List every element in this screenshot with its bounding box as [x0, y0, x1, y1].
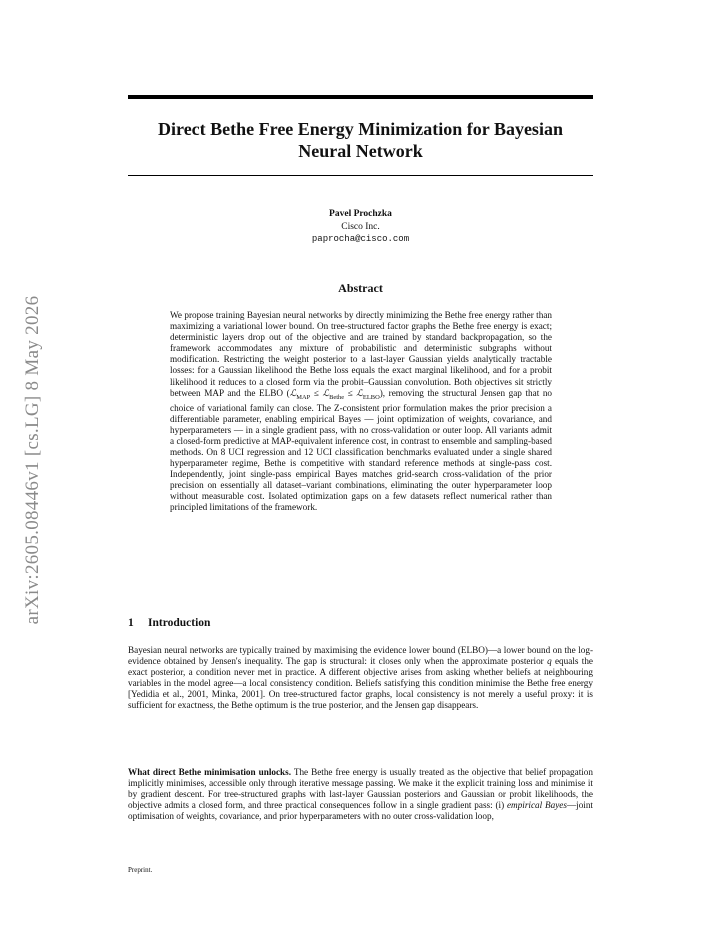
abstract-text-part-2: ), removing the structural Jensen gap that no choice of variational family can close. The Z-consistent prior formulation makes the prior precision a differentiable parameter, enabling empirical Bayes — joint optimization of weights, covariance, and hyperparameters — in a single gradient pass, with no cross-validation or outer loop. All variants admit a closed-form predictive at MAP-equivalent inference cost, in contrast to ensemble and sampling-based methods. On 8 UCI regression and 12 UCI classification benchmarks evaluated under a single shared hyperparameter regime, Bethe is competitive with standard reference methods at single-pass cost. Independently, joint single-pass empirical Bayes matches grid-search cross-validation of the prior precision on essentially all dataset–variant combinations, eliminating the outer hyperparameter loop without measurable cost. Isolated optimization gaps on a few datasets reflect numerical rather than principled limitations of the framework.	[170, 387, 553, 513]
math-leq-1: ≤	[310, 387, 323, 398]
title-line-1: Direct Bethe Free Energy Minimization for Bayesian	[158, 119, 563, 139]
section-number: 1	[128, 617, 134, 629]
intro-p1-text-a: Bayesian neural networks are typically trained by maximising the evidence lower bound (ELBO)—a lower bound on the log-evidence obtained by Jensen's inequality. The gap is structural: it closes only when the approximate posterior	[128, 645, 593, 667]
math-sub-bethe: Bethe	[329, 393, 345, 401]
math-sub-map: MAP	[296, 393, 311, 401]
author-email: paprocha@cisco.com	[311, 234, 410, 244]
paper-title	[128, 118, 593, 162]
author-name: Pavel Prochzka	[329, 209, 392, 219]
intro-p2-emphasis: empirical Bayes	[506, 800, 567, 811]
title-bottom-rule	[128, 175, 593, 176]
arxiv-identifier: arXiv:2605.08446v1 [cs.LG] 8 May 2026	[22, 295, 43, 625]
section-heading-introduction	[128, 617, 210, 629]
author-affiliation: Cisco Inc.	[341, 221, 380, 232]
intro-p2-runin-heading: What direct Bethe minimisation unlocks.	[128, 767, 292, 777]
section-title: Introduction	[148, 617, 211, 629]
title-top-rule	[128, 95, 593, 99]
intro-p1-math-q: q	[547, 656, 552, 667]
intro-paragraph-1	[128, 645, 593, 712]
abstract-heading: Abstract	[338, 281, 383, 295]
intro-p2-text-a: The Bethe free energy is usually treated as the objective that belief propagation implicitly minimises, accessible only through iterative message passing. We make it the explicit training loss and minimise it by gradient descent. For tree-structured graphs with last-layer Gaussian posteriors and Gaussian or probit likelihoods, the objective admits a closed form, and three practical consequences follow in a single gradient pass: (i)	[128, 767, 593, 811]
math-sub-elbo: ELBO	[362, 393, 380, 401]
abstract-text	[170, 310, 552, 514]
math-leq-2: ≤	[344, 387, 357, 398]
intro-p1-text-b: equals the exact posterior, a condition never met in practice. A different objective arises from asking whether beliefs at neighbouring variables in the model agree—a local consistency condition. Beliefs satisfying this condition minimise the Bethe free energy [Yedidia et al., 2001, Minka, 2001]. On tree-structured factor graphs, local consistency is not merely a useful proxy: it is sufficient for exactness, the Bethe optimum is the true posterior, and the Jensen gap disappears.	[128, 656, 593, 711]
math-l-2: ℒ	[322, 387, 330, 398]
math-l-3: ℒ	[356, 387, 363, 398]
title-line-2: Neural Network	[298, 141, 423, 161]
author-block	[128, 208, 593, 246]
intro-paragraph-2	[128, 767, 593, 822]
footer-note: Preprint.	[128, 866, 153, 874]
math-l: ℒ	[289, 387, 297, 398]
intro-p2-text-b: —joint optimisation of weights, covariance, and prior hyperparameters with no outer cross-validation loop,	[128, 800, 593, 822]
abstract-text-part-1: We propose training Bayesian neural networks by directly minimizing the Bethe free energy rather than maximizing a variational lower bound. On tree-structured factor graphs the Bethe free energy is exact; deterministic layers drop out of the objective and are trained by standard backpropagation, so the framework accommodates any mixture of probabilistic and deterministic subgraphs without modification. Restricting the weight posterior to a last-layer Gaussian yields analytically tractable losses: for a Gaussian likelihood the Bethe loss equals the exact marginal likelihood, and for a probit likelihood it reduces to a closed form via the probit–Gaussian convolution. Both objectives sit strictly between MAP and the ELBO (	[170, 310, 552, 398]
